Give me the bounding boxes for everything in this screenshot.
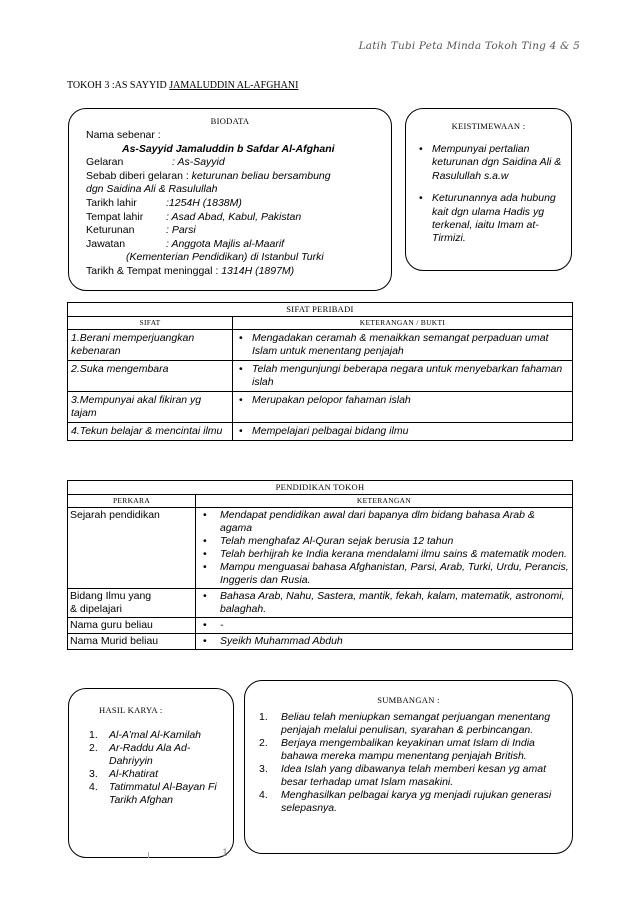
hasil-karya-label: HASIL KARYA : xyxy=(99,705,163,715)
header-title: Latih Tubi Peta Minda Tokoh Ting 4 & 5 xyxy=(358,40,580,52)
keterangan-col-header: KETERANGAN / BUKTI xyxy=(233,317,573,330)
bidang-value: • Bahasa Arab, Nahu, Sastera, mantik, fekah, kalam, matematik, astronomi, balaghah. xyxy=(202,590,569,616)
keterangan-col-header: KETERANGAN xyxy=(196,495,573,508)
list-item: 4. Menghasilkan pelbagai karya yg menjadi rujukan generasi selepasnya. xyxy=(259,789,552,814)
biodata-row: (Kementerian Pendidikan) di Istanbul Turki xyxy=(126,251,324,264)
list-item: 4. Tatimmatul Al-Bayan Fi Tarikh Afghan xyxy=(89,781,217,806)
guru-value: • - xyxy=(202,619,569,632)
list-item: • Mendapat pendidikan awal dari bapanya dlm bidang bahasa Arab & agama xyxy=(202,509,569,535)
guru-label: Nama guru beliau xyxy=(68,618,196,634)
murid-value: • Syeikh Muhammad Abduh xyxy=(202,635,569,648)
list-item: 2. Berjaya mengembalikan keyakinan umat Islam di India bahawa mereka mampu menentang penjajah British. xyxy=(259,737,535,762)
page-number: 1 xyxy=(222,848,229,859)
sifat-peribadi-table xyxy=(67,302,573,441)
biodata-lines xyxy=(86,129,335,279)
bukti-cell: • Mempelajari pelbagai bidang ilmu xyxy=(238,425,569,438)
biodata-row: Tarikh & Tempat meninggal : 1314H (1897M) xyxy=(86,264,295,277)
page-title xyxy=(67,80,298,91)
biodata-row: dgn Saidina Ali & Rasulullah xyxy=(86,183,218,196)
sifat-cell: 3.Mempunyai akal fikiran yg tajam xyxy=(68,392,233,423)
hasil-karya-box xyxy=(68,688,234,858)
biodata-row: Gelaran : As-Sayyid xyxy=(86,156,225,169)
title-underlined: JAMALUDDIN AL-AFGHANI xyxy=(169,80,299,91)
sifat-cell: 1.Berani memperjuangkan kebenaran xyxy=(68,330,233,361)
footer-tick xyxy=(148,852,149,858)
sejarah-label: Sejarah pendidikan xyxy=(68,508,196,589)
biodata-row: Keturunan : Parsi xyxy=(86,224,196,237)
bukti-cell: • Telah mengunjungi beberapa negara untuk menyebarkan fahaman islah xyxy=(238,363,569,389)
biodata-row: Tempat lahir : Asad Abad, Kabul, Pakistan xyxy=(86,210,302,223)
table-row xyxy=(68,330,573,361)
table-row xyxy=(68,634,573,650)
bukti-cell: • Mengadakan ceramah & menaikkan semangat perpaduan umat Islam untuk menentang penjajah xyxy=(238,332,569,358)
list-item: • Telah berhijrah ke India kerana mendalami ilmu sains & matematik moden. xyxy=(202,548,569,561)
sejarah-list xyxy=(202,509,569,587)
bidang-label: Bidang Ilmu yang & dipelajari xyxy=(68,589,196,618)
sifat-title: SIFAT PERIBADI xyxy=(68,303,573,317)
list-item: • Telah menghafaz Al-Quran sejak berusia 12 tahun xyxy=(202,535,569,548)
biodata-row: Sebab diberi gelaran : keturunan beliau bersambung xyxy=(86,169,331,182)
perkara-col-header: PERKARA xyxy=(68,495,196,508)
sifat-cell: 4.Tekun belajar & mencintai ilmu xyxy=(68,423,233,441)
biodata-row: Tarikh lahir :1254H (1838M) xyxy=(86,196,242,209)
table-row xyxy=(68,508,573,589)
pendidikan-table xyxy=(67,480,573,650)
pendidikan-title: PENDIDIKAN TOKOH xyxy=(68,481,573,495)
list-item: 1. Al-A’mal Al-Kamilah xyxy=(89,729,201,741)
biodata-label: BIODATA xyxy=(210,116,250,126)
sumbangan-list xyxy=(259,711,567,815)
biodata-nama-value: As-Sayyid Jamaluddin b Safdar Al-Afghani xyxy=(122,142,335,155)
keistimewaan-list xyxy=(418,143,566,255)
table-row xyxy=(68,361,573,392)
title-prefix: TOKOH 3 :AS SAYYID xyxy=(67,80,170,91)
list-item: 3. Idea Islah yang dibawanya telah memberi kesan yg amat besar terhadap umat Islam masakini. xyxy=(259,763,546,788)
table-row xyxy=(68,618,573,634)
biodata-box xyxy=(68,108,392,291)
table-row xyxy=(68,392,573,423)
list-item: • Keturunannya ada hubung kait dgn ulama Hadis yg terkenal, iaitu Imam at-Tirmizi. xyxy=(418,192,566,246)
sifat-cell: 2.Suka mengembara xyxy=(68,361,233,392)
list-item: 3. Al-Khatirat xyxy=(89,768,159,780)
list-item: 1. Beliau telah meniupkan semangat perjuangan menentang penjajah melalui penulisan, syarahan & perbincangan. xyxy=(259,711,551,736)
murid-label: Nama Murid beliau xyxy=(68,634,196,650)
list-item: 2. Ar-Raddu Ala Ad-Dahriyyin xyxy=(89,742,191,767)
table-row xyxy=(68,589,573,618)
sumbangan-label: SUMBANGAN : xyxy=(377,695,440,705)
sifat-col-header: SIFAT xyxy=(68,317,233,330)
keistimewaan-box xyxy=(405,108,572,271)
biodata-row: Jawatan : Anggota Majlis al-Maarif xyxy=(86,237,285,250)
biodata-nama-label: Nama sebenar : xyxy=(86,129,161,141)
table-row xyxy=(68,423,573,441)
sumbangan-box xyxy=(244,680,573,854)
bukti-cell: • Merupakan pelopor fahaman islah xyxy=(238,394,569,407)
keistimewaan-label: KEISTIMEWAAN : xyxy=(451,121,526,131)
list-item: • Mempunyai pertalian keturunan dgn Saidina Ali & Rasulullah s.a.w xyxy=(418,143,566,183)
hasil-karya-list xyxy=(89,729,229,807)
list-item: • Mampu menguasai bahasa Afghanistan, Parsi, Arab, Turki, Urdu, Perancis, Inggeris dan Rusia. xyxy=(202,561,569,587)
